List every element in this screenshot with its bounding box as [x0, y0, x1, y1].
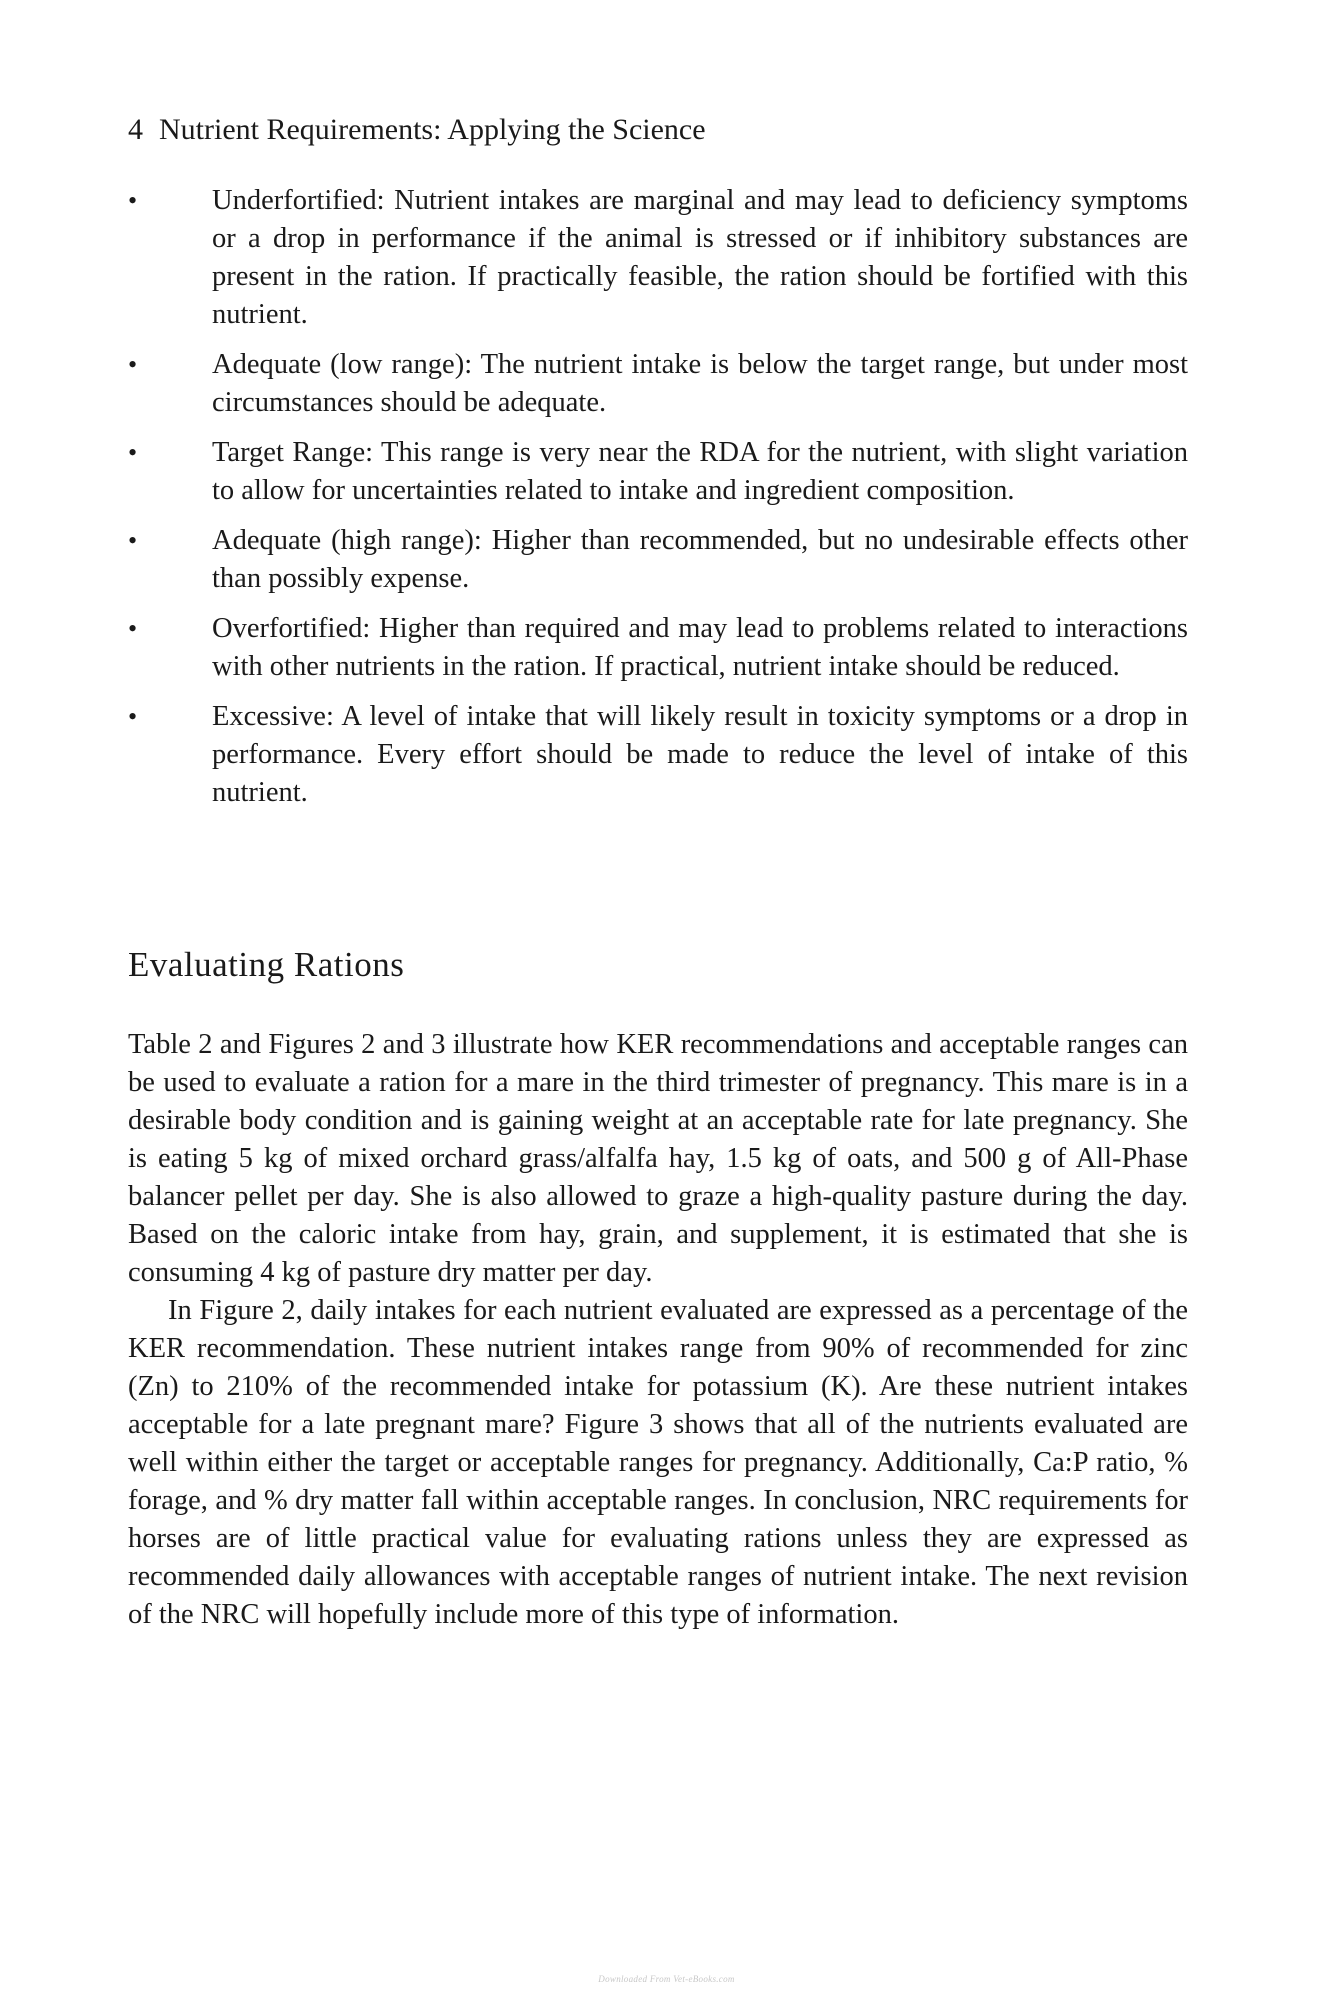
- section-heading: Evaluating Rations: [128, 945, 405, 984]
- bullet-icon: •: [128, 702, 138, 731]
- definition-list: [128, 182, 1188, 824]
- running-head: [128, 112, 706, 148]
- bullet-icon: •: [128, 526, 138, 555]
- list-item-text: Excessive: A level of intake that will likely result in toxicity symptoms or a drop in performance. Every effort should be made to reduce the level of intake of this nutrient.: [212, 701, 1188, 808]
- list-item-text: Overfortified: Higher than required and may lead to problems related to interactions with other nutrients in the ration. If practical, nutrient intake should be reduced.: [212, 613, 1188, 682]
- list-item-text: Adequate (low range): The nutrient intake is below the target range, but under most circumstances should be adequate.: [212, 349, 1188, 418]
- page-number: 4: [128, 113, 143, 146]
- list-item-adequate-high: [128, 522, 1188, 598]
- list-item-overfortified: [128, 610, 1188, 686]
- body-paragraph: In Figure 2, daily intakes for each nutrient evaluated are expressed as a percentage of the KER recommendation. These nutrient intakes range from 90% of recommended for zinc (Zn) to 210% of the recommended intake for potassium (K). Are these nutrient intakes acceptable for a late pregnant mare? Figure 3 shows that all of the nutrients evaluated are well within either the target or acceptable ranges for pregnancy. Additionally, Ca:P ratio, % forage, and % dry matter fall within acceptable ranges. In conclusion, NRC requirements for horses are of little practical value for evaluating rations unless they are expressed as recommended daily allowances with acceptable ranges of nutrient intake. The next revision of the NRC will hopefully include more of this type of information.: [128, 1295, 1188, 1630]
- running-head-title: Nutrient Requirements: Applying the Science: [159, 113, 706, 146]
- list-item-text: Adequate (high range): Higher than recommended, but no undesirable effects other than possibly expense.: [212, 525, 1188, 594]
- bullet-icon: •: [128, 614, 138, 643]
- list-item-text: Target Range: This range is very near the RDA for the nutrient, with slight variation to allow for uncertainties related to intake and ingredient composition.: [212, 437, 1188, 506]
- body-paragraph: Table 2 and Figures 2 and 3 illustrate how KER recommendations and acceptable ranges can be used to evaluate a ration for a mare in the third trimester of pregnancy. This mare is in a desirable body condition and is gaining weight at an acceptable rate for late pregnancy. She is eating 5 kg of mixed orchard grass/alfalfa hay, 1.5 kg of oats, and 500 g of All-Phase balancer pellet per day. She is also allowed to graze a high-quality pasture during the day. Based on the caloric intake from hay, grain, and supplement, it is estimated that she is consuming 4 kg of pasture dry matter per day.: [128, 1029, 1188, 1288]
- bullet-icon: •: [128, 350, 138, 379]
- list-item-target-range: [128, 434, 1188, 510]
- list-item-underfortified: [128, 182, 1188, 334]
- section-body: [128, 1026, 1188, 1634]
- footer-watermark: Downloaded From Vet-eBooks.com: [598, 1974, 735, 1984]
- bullet-icon: •: [128, 438, 138, 467]
- list-item-text: Underfortified: Nutrient intakes are marginal and may lead to deficiency symptoms or a drop in performance if the animal is stressed or if inhibitory substances are present in the ration. If practically feasible, the ration should be fortified with this nutrient.: [212, 185, 1188, 330]
- list-item-adequate-low: [128, 346, 1188, 422]
- bullet-icon: •: [128, 186, 138, 215]
- list-item-excessive: [128, 698, 1188, 812]
